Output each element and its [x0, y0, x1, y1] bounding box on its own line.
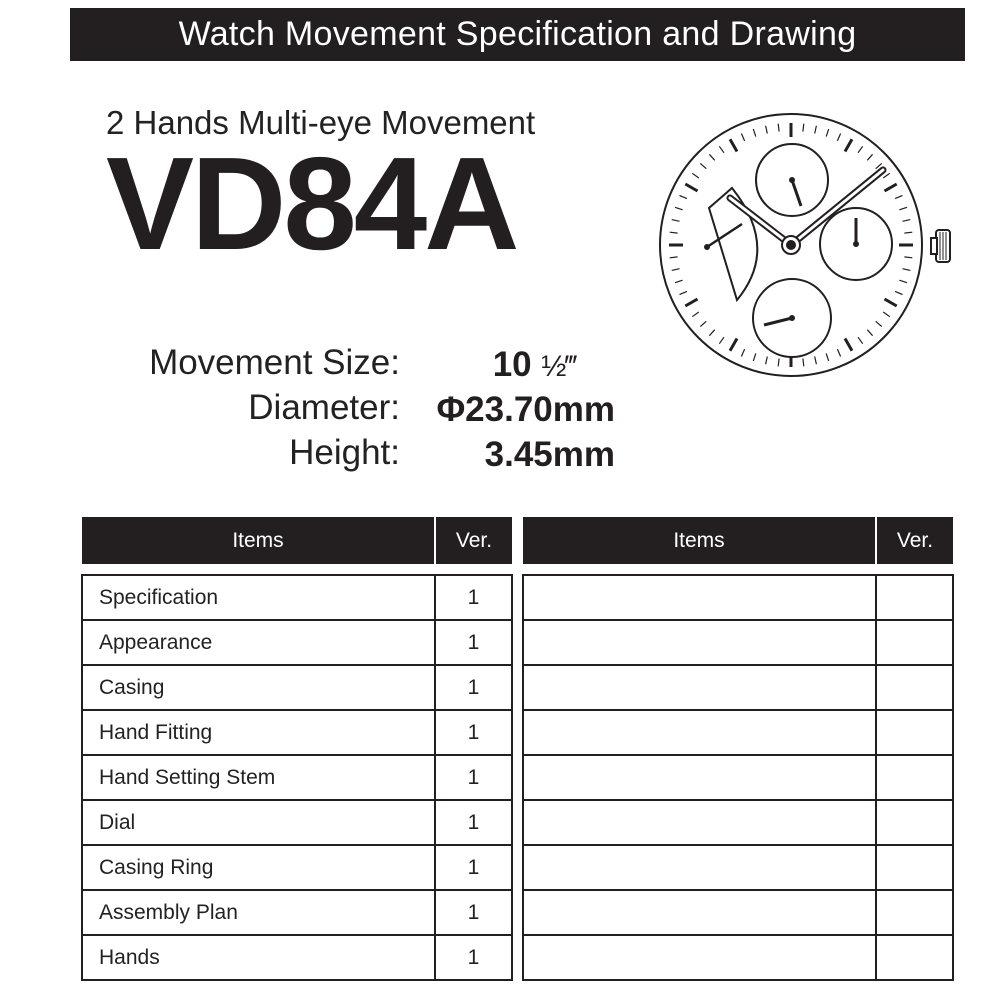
minute-tick	[700, 321, 706, 326]
hour-tick	[730, 139, 737, 151]
minute-tick	[675, 207, 683, 210]
subdial-bottom	[753, 279, 831, 357]
minute-tick	[672, 269, 680, 271]
minute-tick	[753, 129, 756, 137]
minute-tick	[741, 349, 744, 356]
minute-tick	[883, 312, 890, 317]
hour-tick	[685, 184, 697, 191]
minute-tick	[803, 358, 804, 366]
item-name: Appearance	[82, 620, 435, 665]
item-version: 1	[435, 935, 512, 980]
table-row	[82, 755, 512, 800]
table-row	[523, 935, 953, 980]
minute-tick	[719, 146, 724, 153]
table-row	[523, 710, 953, 755]
minute-tick	[680, 291, 687, 294]
movement-size-fraction: ½‴	[541, 350, 577, 383]
minute-tick	[766, 126, 768, 134]
table-row	[82, 890, 512, 935]
item-version: 1	[435, 800, 512, 845]
item-name: Specification	[82, 575, 435, 620]
item-version	[876, 845, 953, 890]
minute-tick	[670, 232, 678, 233]
minute-tick	[700, 163, 706, 168]
ver-column-header: Ver.	[435, 517, 512, 564]
table-row	[82, 665, 512, 710]
hour-tick	[730, 339, 737, 351]
item-name: Hands	[82, 935, 435, 980]
item-name: Dial	[82, 800, 435, 845]
table-row	[82, 800, 512, 845]
table-row	[523, 620, 953, 665]
item-version: 1	[435, 755, 512, 800]
diameter-value: Φ23.70mm	[436, 390, 615, 429]
minute-tick	[675, 280, 683, 283]
table-row	[523, 755, 953, 800]
item-name	[523, 620, 876, 665]
hour-tick	[845, 339, 852, 351]
diameter-label: Diameter:	[248, 388, 400, 427]
item-name	[523, 800, 876, 845]
minute-tick	[858, 337, 863, 344]
minute-tick	[815, 126, 817, 134]
height-label: Height:	[289, 433, 400, 472]
minute-tick	[815, 357, 817, 365]
minute-tick	[709, 330, 714, 336]
table-row	[82, 935, 512, 980]
minute-tick	[904, 232, 912, 233]
table-row	[523, 800, 953, 845]
ver-column-header: Ver.	[876, 517, 953, 564]
minute-tick	[753, 353, 756, 361]
minute-tick	[883, 173, 890, 178]
items-table-right	[522, 517, 954, 981]
page-title-banner	[70, 8, 965, 61]
table-row	[523, 845, 953, 890]
minute-tick	[837, 349, 840, 356]
hour-tick	[885, 299, 897, 306]
hour-tick	[685, 299, 697, 306]
items-table-left	[81, 517, 513, 981]
table-row	[523, 665, 953, 710]
table-row	[82, 575, 512, 620]
minute-tick	[903, 269, 911, 271]
item-name	[523, 890, 876, 935]
minute-tick	[895, 291, 902, 294]
items-column-header: Items	[523, 517, 876, 564]
minute-tick	[876, 321, 882, 326]
minute-tick	[709, 154, 714, 160]
minute-tick	[837, 134, 840, 141]
crown-icon	[931, 230, 950, 262]
minute-tick	[766, 357, 768, 365]
item-name	[523, 665, 876, 710]
item-version: 1	[435, 575, 512, 620]
item-version	[876, 710, 953, 755]
table-row	[523, 890, 953, 935]
movement-size-number: 10	[492, 345, 542, 384]
minute-tick	[741, 134, 744, 141]
item-version	[876, 755, 953, 800]
items-column-header: Items	[82, 517, 435, 564]
subdial-right	[820, 208, 892, 280]
minute-tick	[867, 154, 872, 160]
item-version	[876, 890, 953, 935]
item-version: 1	[435, 845, 512, 890]
table-row	[82, 845, 512, 890]
model-number: VD84A	[106, 130, 517, 277]
movement-size-value	[425, 345, 577, 385]
item-name	[523, 755, 876, 800]
item-version: 1	[435, 665, 512, 710]
minute-tick	[680, 195, 687, 198]
minute-tick	[858, 146, 863, 153]
minute-tick	[903, 220, 911, 222]
item-name	[523, 935, 876, 980]
item-name: Hand Fitting	[82, 710, 435, 755]
item-name	[523, 575, 876, 620]
item-name: Assembly Plan	[82, 890, 435, 935]
item-version	[876, 800, 953, 845]
movement-size-label: Movement Size:	[149, 343, 400, 382]
item-version: 1	[435, 710, 512, 755]
item-version	[876, 620, 953, 665]
item-name	[523, 845, 876, 890]
minute-tick	[826, 353, 829, 361]
height-value: 3.45mm	[484, 435, 615, 474]
page-title: Watch Movement Specification and Drawing	[178, 15, 857, 53]
table-row	[82, 620, 512, 665]
item-version	[876, 935, 953, 980]
minute-tick	[778, 124, 779, 132]
table-row	[82, 710, 512, 755]
item-name: Hand Setting Stem	[82, 755, 435, 800]
item-version	[876, 665, 953, 710]
table-header-row	[82, 517, 512, 564]
minute-tick	[904, 257, 912, 258]
minute-tick	[803, 124, 804, 132]
hour-tick	[845, 139, 852, 151]
item-version: 1	[435, 620, 512, 665]
minute-tick	[778, 358, 779, 366]
minute-tick	[692, 312, 699, 317]
minute-tick	[692, 173, 699, 178]
minute-tick	[719, 337, 724, 344]
minute-tick	[867, 330, 872, 336]
hour-tick	[885, 184, 897, 191]
item-name: Casing Ring	[82, 845, 435, 890]
subdial-top	[756, 144, 828, 216]
item-version: 1	[435, 890, 512, 935]
watch-movement-drawing-icon	[655, 108, 960, 383]
item-name	[523, 710, 876, 755]
minute-tick	[895, 195, 902, 198]
item-version	[876, 575, 953, 620]
minute-tick	[899, 207, 907, 210]
minute-tick	[672, 220, 680, 222]
minute-tick	[670, 257, 678, 258]
table-header-row	[523, 517, 953, 564]
table-row	[523, 575, 953, 620]
item-name: Casing	[82, 665, 435, 710]
minute-tick	[826, 129, 829, 137]
movement-type: 2 Hands Multi-eye Movement	[106, 104, 536, 141]
minute-tick	[899, 280, 907, 283]
